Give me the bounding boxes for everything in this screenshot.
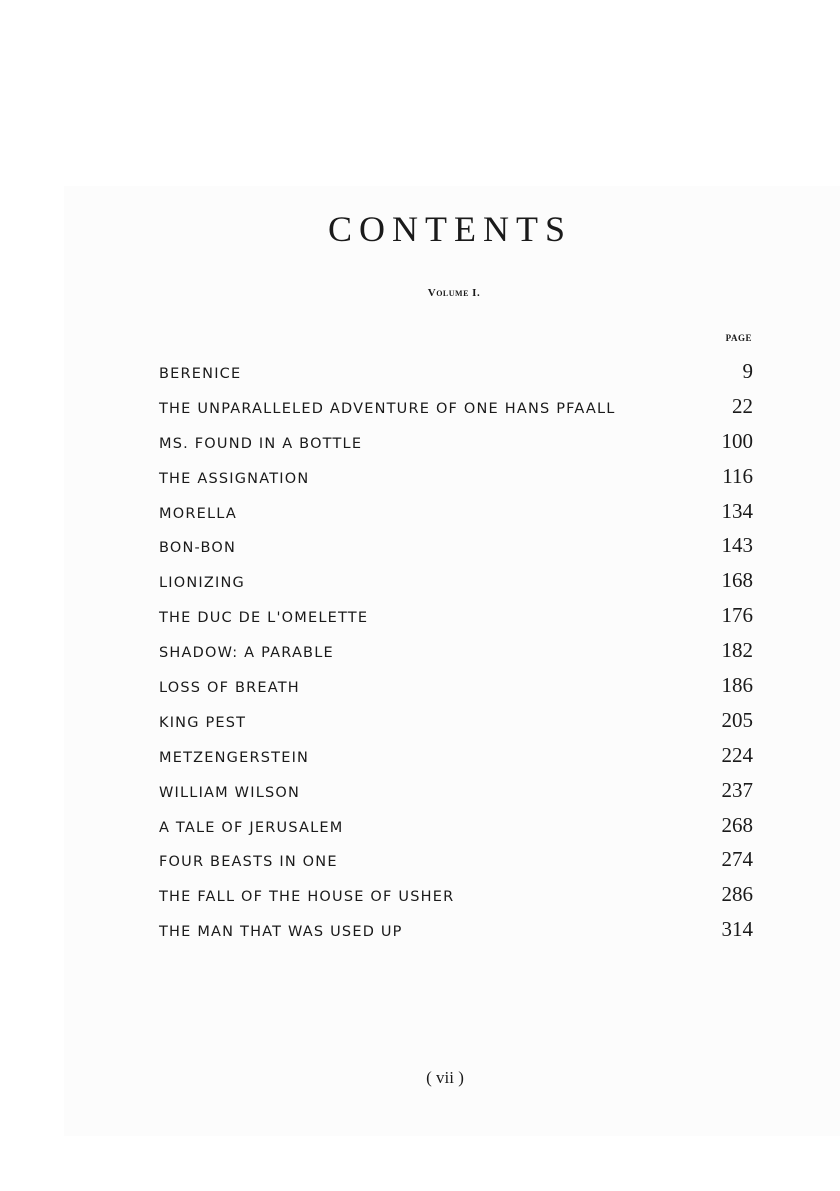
toc-entry-page-number: 182 — [721, 638, 753, 663]
toc-entry — [159, 528, 753, 563]
toc-entry — [159, 563, 753, 598]
toc-entry-page-number: 237 — [721, 777, 753, 802]
toc-entry-page-number: 268 — [721, 812, 753, 837]
toc-entry-page-number: 286 — [721, 882, 753, 907]
toc-entry-page-number: 100 — [721, 428, 753, 453]
toc-entry — [159, 354, 753, 389]
toc-entry — [159, 773, 753, 808]
toc-entry-page-number: 274 — [721, 847, 753, 872]
toc-entry — [159, 633, 753, 668]
page-column-header: PAGE — [725, 333, 752, 343]
toc-entry-title: METZENGERSTEIN — [159, 749, 310, 766]
toc-entry-title: MS. FOUND IN A BOTTLE — [159, 435, 363, 452]
toc-entry-title: BON-BON — [159, 540, 237, 557]
toc-entry-page-number: 168 — [721, 568, 753, 593]
toc-entry-title: A TALE OF JERUSALEM — [159, 819, 344, 836]
volume-label: Volume I. — [427, 287, 481, 299]
toc-entry — [159, 912, 753, 947]
toc-entry-page-number: 186 — [721, 673, 753, 698]
toc-entry — [159, 389, 753, 424]
table-of-contents — [159, 354, 753, 947]
toc-entry-page-number: 9 — [742, 359, 753, 383]
toc-entry-page-number: 224 — [721, 742, 753, 767]
toc-entry-title: MORELLA — [159, 505, 237, 522]
page-folio: ( vii ) — [426, 1068, 464, 1087]
toc-entry-page-number: 314 — [721, 917, 753, 942]
toc-entry-title: LIONIZING — [159, 575, 245, 592]
toc-entry-title: WILLIAM WILSON — [159, 784, 301, 801]
toc-entry — [159, 703, 753, 738]
toc-entry-title: KING PEST — [159, 714, 247, 731]
toc-entry-title: THE DUC DE L'OMELETTE — [159, 610, 369, 627]
toc-entry-title: FOUR BEASTS IN ONE — [159, 854, 338, 871]
toc-entry-title: SHADOW: A PARABLE — [159, 645, 334, 662]
toc-entry-page-number: 205 — [721, 707, 753, 732]
toc-entry-title: THE ASSIGNATION — [159, 470, 310, 487]
toc-entry-title: THE FALL OF THE HOUSE OF USHER — [159, 889, 455, 906]
toc-entry — [159, 598, 753, 633]
toc-entry-title: THE MAN THAT WAS USED UP — [159, 924, 403, 941]
toc-entry-page-number: 116 — [722, 463, 753, 488]
toc-entry — [159, 738, 753, 773]
toc-entry-title: LOSS OF BREATH — [159, 680, 300, 697]
toc-entry-page-number: 176 — [721, 603, 753, 628]
toc-entry-page-number: 22 — [732, 393, 753, 418]
page-title: CONTENTS — [328, 209, 572, 249]
toc-entry — [159, 494, 753, 529]
toc-entry — [159, 668, 753, 703]
toc-entry-page-number: 143 — [721, 533, 753, 558]
toc-entry-title: BERENICE — [159, 366, 242, 382]
toc-entry — [159, 459, 753, 494]
toc-entry — [159, 424, 753, 459]
toc-entry — [159, 842, 753, 877]
toc-entry — [159, 877, 753, 912]
toc-entry-page-number: 134 — [721, 498, 753, 523]
toc-entry — [159, 808, 753, 843]
toc-entry-title: THE UNPARALLELED ADVENTURE OF ONE HANS PFAALL — [159, 400, 616, 417]
